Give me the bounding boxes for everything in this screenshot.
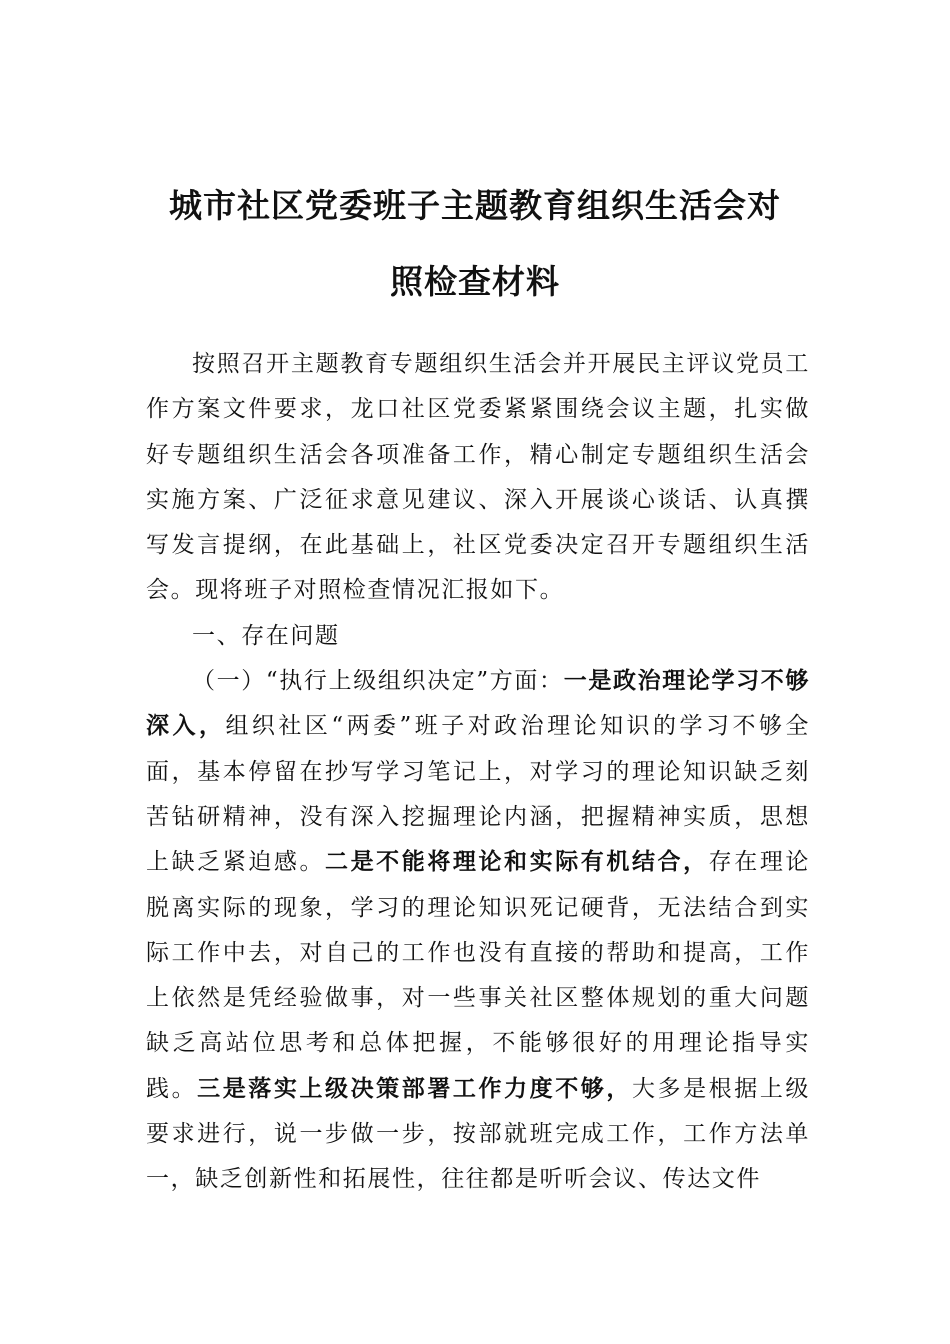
point-1-bold: 一是政治理论学习不够深入， xyxy=(146,668,811,740)
problems-paragraph xyxy=(146,659,810,1203)
point-3-text: 大多是根据上级要求进行，说一步做一步，按部就班完成工作，工作方法单一，缺乏创新性和拓展性，往往都是听听会议、传达文件 xyxy=(146,1075,811,1193)
point-2-bold: 二是不能将理论和实际有机结合， xyxy=(325,849,709,876)
point-3-bold: 三是落实上级决策部署工作力度不够， xyxy=(197,1075,632,1102)
point-1-text: 组织社区“两委”班子对政治理论知识的学习不够全面，基本停留在抄写学习笔记上，对学习的理论知识缺乏刻苦钻研精神，没有深入挖掘理论内涵，把握精神实质，思想上缺乏紧迫感。 xyxy=(146,713,810,876)
subsection-label: （一）“执行上级组织决定”方面： xyxy=(192,668,564,695)
title-line-1: 城市社区党委班子主题教育组织生活会对 xyxy=(169,186,781,225)
point-2-text: 存在理论脱离实际的现象，学习的理论知识死记硬背，无法结合到实际工作中去，对自己的工作也没有直接的帮助和提高，工作上依然是凭经验做事，对一些事关社区整体规划的重大问题缺乏高站位思考和总体把握，不能够很好的用理论指导实践。 xyxy=(146,849,810,1102)
title-line-2: 照检查材料 xyxy=(390,262,560,301)
section-heading-problems: 一、存在问题 xyxy=(192,622,340,649)
document-body xyxy=(146,342,810,1203)
intro-paragraph: 按照召开主题教育专题组织生活会并开展民主评议党员工作方案文件要求，龙口社区党委紧紧围绕会议主题，扎实做好专题组织生活会各项准备工作，精心制定专题组织生活会实施方案、广泛征求意见建议、深入开展谈心谈话、认真撰写发言提纲，在此基础上，社区党委决定召开专题组织生活会。现将班子对照检查情况汇报如下。 xyxy=(146,351,810,604)
document-title xyxy=(120,168,830,320)
